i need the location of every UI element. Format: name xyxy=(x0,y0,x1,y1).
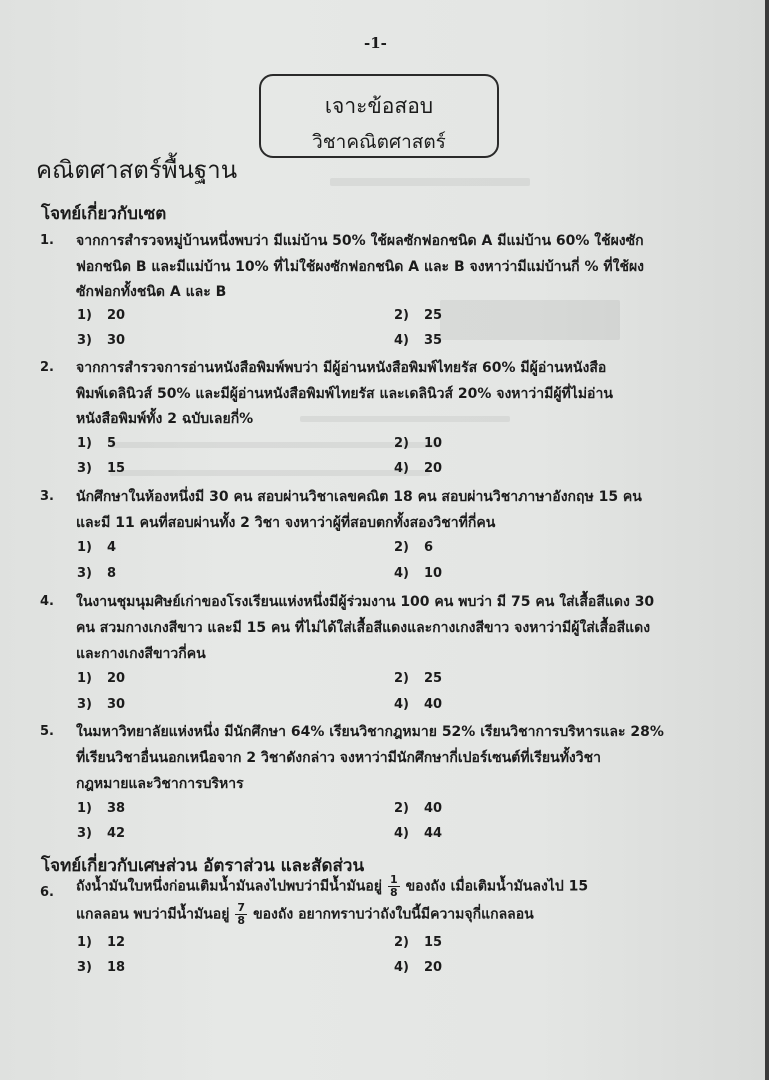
choice-3: 3) 30 xyxy=(77,697,126,712)
show-through xyxy=(330,178,530,186)
question-number: 2. xyxy=(40,360,54,375)
question-number: 5. xyxy=(40,724,54,739)
question-number: 6. xyxy=(40,885,54,900)
question-text-line: พิมพ์เดลินิวส์ 50% และมีผู้อ่านหนังสือพิมพ์ไทยรัส และเดลินิวส์ 20% จงหาว่ามีผู้ที่ไม่อ่าน xyxy=(76,386,613,402)
title-line-2: วิชาคณิตศาสตร์ xyxy=(312,131,446,153)
choice-2: 2) 6 xyxy=(394,540,434,555)
question-text-line: และมี 11 คนที่สอบผ่านทั้ง 2 วิชา จงหาว่าผู้ที่สอบตกทั้งสองวิชาที่กี่คน xyxy=(76,515,496,531)
title-box xyxy=(259,74,499,158)
question-text-line: ในงานชุมนุมศิษย์เก่าของโรงเรียนแห่งหนึ่งมีผู้ร่วมงาน 100 คน พบว่า มี 75 คน ใส่เสื้อสีแดง 30 xyxy=(76,594,655,610)
question-text-line: ถังน้ำมันใบหนึ่งก่อนเติมน้ำมันลงไปพบว่ามีน้ำมันอยู่ $\frac{1}{8}$ ของถัง เมื่อเติมน้ำมันลงไป 15 xyxy=(76,873,589,899)
question-text-line: ซักฟอกทั้งชนิด A และ B xyxy=(76,284,227,300)
fraction: $\frac{1}{8}$ xyxy=(389,873,398,899)
choice-3: 3) 30 xyxy=(77,333,126,348)
question-text-line: จากการสำรวจหมู่บ้านหนึ่งพบว่า มีแม่บ้าน 50% ใช้ผลซักฟอกชนิด A มีแม่บ้าน 60% ใช้ผงซัก xyxy=(76,233,644,249)
question-text-line: แกลลอน พบว่ามีน้ำมันอยู่ $\frac{7}{8}$ ของถัง อยากทราบว่าถังใบนี้มีความจุกี่แกลลอน xyxy=(76,901,534,927)
choice-4: 4) 10 xyxy=(394,566,443,581)
show-through xyxy=(110,442,440,448)
show-through xyxy=(110,470,430,476)
choice-4: 4) 20 xyxy=(394,960,443,975)
question-text-line: จากการสำรวจการอ่านหนังสือพิมพ์พบว่า มีผู้อ่านหนังสือพิมพ์ไทยรัส 60% มีผู้อ่านหนังสือ xyxy=(76,360,607,376)
question-text-line: ในมหาวิทยาลัยแห่งหนึ่ง มีนักศึกษา 64% เรียนวิชากฎหมาย 52% เรียนวิชาการบริหารและ 28% xyxy=(76,724,664,740)
choice-1: 1) 12 xyxy=(77,935,126,950)
choice-2: 2) 15 xyxy=(394,935,443,950)
choice-2: 2) 25 xyxy=(394,308,443,323)
choice-1: 1) 4 xyxy=(77,540,117,555)
choice-1: 1) 5 xyxy=(77,436,117,451)
topic-heading-fractions: โจทย์เกี่ยวกับเศษส่วน อัตราส่วน และสัดส่วน xyxy=(41,856,365,876)
show-through xyxy=(440,300,620,340)
choice-4: 4) 44 xyxy=(394,826,443,841)
choice-2: 2) 10 xyxy=(394,436,443,451)
question-text-line: นักศึกษาในห้องหนึ่งมี 30 คน สอบผ่านวิชาเลขคณิต 18 คน สอบผ่านวิชาภาษาอังกฤษ 15 คน xyxy=(76,489,642,505)
question-number: 1. xyxy=(40,233,54,248)
question-text-line: และกางเกงสีขาวกี่คน xyxy=(76,646,206,662)
choice-4: 4) 40 xyxy=(394,697,443,712)
question-text-line: กฎหมายและวิชาการบริหาร xyxy=(76,776,244,792)
choice-3: 3) 18 xyxy=(77,960,126,975)
choice-1: 1) 20 xyxy=(77,671,126,686)
fraction: $\frac{7}{8}$ xyxy=(237,901,246,927)
choice-1: 1) 20 xyxy=(77,308,126,323)
choice-3: 3) 15 xyxy=(77,461,126,476)
choice-3: 3) 8 xyxy=(77,566,117,581)
choice-2: 2) 40 xyxy=(394,801,443,816)
section-title: คณิตศาสตร์พื้นฐาน xyxy=(36,156,238,184)
choice-4: 4) 20 xyxy=(394,461,443,476)
question-text-line: ฟอกชนิด B และมีแม่บ้าน 10% ที่ไม่ใช้ผงซักฟอกชนิด A และ B จงหาว่ามีแม่บ้านกี่ % ที่ใช้ผง xyxy=(76,259,645,275)
question-text-line: หนังสือพิมพ์ทั้ง 2 ฉบับเลยกี่% xyxy=(76,411,254,427)
page-number: -1- xyxy=(364,34,387,52)
question-number: 3. xyxy=(40,489,54,504)
topic-heading-sets: โจทย์เกี่ยวกับเซต xyxy=(41,204,167,224)
show-through xyxy=(300,416,510,422)
choice-4: 4) 35 xyxy=(394,333,443,348)
question-number: 4. xyxy=(40,594,54,609)
question-text-line: คน สวมกางเกงสีขาว และมี 15 คน ที่ไม่ได้ใส่เสื้อสีแดงและกางเกงสีขาว จงหาว่ามีผู้ใส่เสื้อสีแดง xyxy=(76,620,651,636)
title-line-1: เจาะข้อสอบ xyxy=(324,94,434,118)
choice-2: 2) 25 xyxy=(394,671,443,686)
choice-1: 1) 38 xyxy=(77,801,126,816)
choice-3: 3) 42 xyxy=(77,826,126,841)
question-text-line: ที่เรียนวิชาอื่นนอกเหนือจาก 2 วิชาดังกล่าว จงหาว่ามีนักศึกษากี่เปอร์เซนต์ที่เรียนทั้งวิชา xyxy=(76,750,601,766)
